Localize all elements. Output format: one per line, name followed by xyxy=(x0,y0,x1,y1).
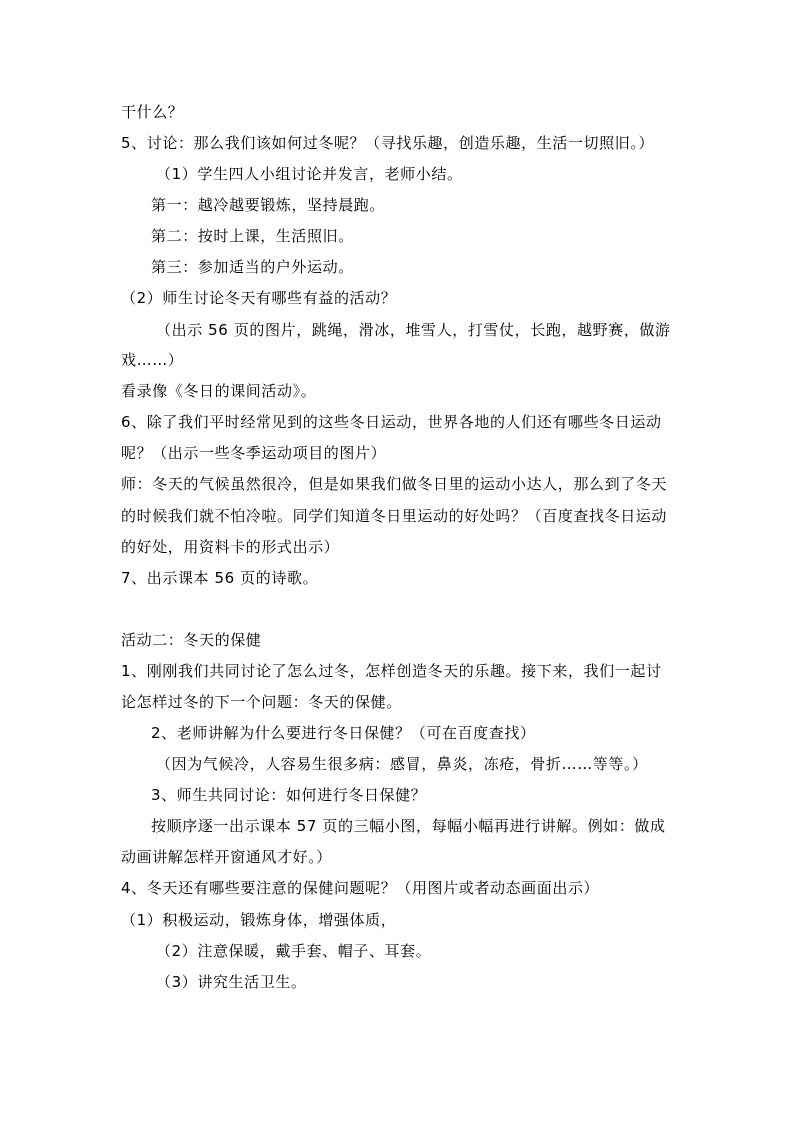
text-line: 呢？（出示一些冬季运动项目的图片） xyxy=(121,444,387,462)
text-line: （出示 56 页的图片，跳绳，滑冰，堆雪人，打雪仗，长跑，越野赛，做游 xyxy=(156,321,671,339)
text-line: 干什么？ xyxy=(121,103,184,121)
text-line: （1）学生四人小组讨论并发言，老师小结。 xyxy=(156,165,463,183)
text-line: 3、师生共同讨论：如何进行冬日保健？ xyxy=(151,786,427,804)
text-line: 看录像《冬日的课间活动》。 xyxy=(121,382,317,400)
section-heading: 活动二：冬天的保健 xyxy=(121,631,262,649)
text-line: 第二：按时上课，生活照旧。 xyxy=(151,227,354,245)
text-line: 戏……） xyxy=(121,351,184,369)
text-line: 论怎样过冬的下一个问题：冬天的保健。 xyxy=(121,693,402,711)
text-line: 的好处，用资料卡的形式出示） xyxy=(121,538,340,556)
text-line: （2）师生讨论冬天有哪些有益的活动？ xyxy=(121,289,397,307)
text-line: 第三：参加适当的户外运动。 xyxy=(151,258,354,276)
text-line: 的时候我们就不怕冷啦。同学们知道冬日里运动的好处吗？（百度查找冬日运动 xyxy=(121,507,668,525)
text-line: 2、老师讲解为什么要进行冬日保健？（可在百度查找） xyxy=(151,724,536,742)
text-line: （因为气候冷，人容易生很多病：感冒，鼻炎，冻疮，骨折……等等。） xyxy=(156,755,648,773)
text-line: 动画讲解怎样开窗通风才好。） xyxy=(121,848,332,866)
text-line: 按顺序逐一出示课本 57 页的三幅小图，每幅小幅再进行讲解。例如：做成 xyxy=(151,817,666,835)
text-line: 4、冬天还有哪些要注意的保健问题呢？（用图片或者动态画面出示） xyxy=(121,879,600,897)
text-line: 第一：越冷越要锻炼，坚持晨跑。 xyxy=(151,196,386,214)
text-line: （1）积极运动，锻炼身体，增强体质， xyxy=(121,911,397,929)
text-line: 5、讨论：那么我们该如何过冬呢？（寻找乐趣，创造乐趣，生活一切照旧。） xyxy=(121,134,655,152)
text-line: 师：冬天的气候虽然很冷，但是如果我们做冬日里的运动小达人，那么到了冬天 xyxy=(121,475,668,493)
text-line: （3）讲究生活卫生。 xyxy=(156,973,307,991)
text-line: 7、出示课本 56 页的诗歌。 xyxy=(121,569,319,587)
text-line: 6、除了我们平时经常见到的这些冬日运动，世界各地的人们还有哪些冬日运动 xyxy=(121,413,662,431)
text-line: 1、刚刚我们共同讨论了怎么过冬，怎样创造冬天的乐趣。接下来，我们一起讨 xyxy=(121,662,662,680)
text-line: （2）注意保暖，戴手套、帽子、耳套。 xyxy=(156,942,432,960)
